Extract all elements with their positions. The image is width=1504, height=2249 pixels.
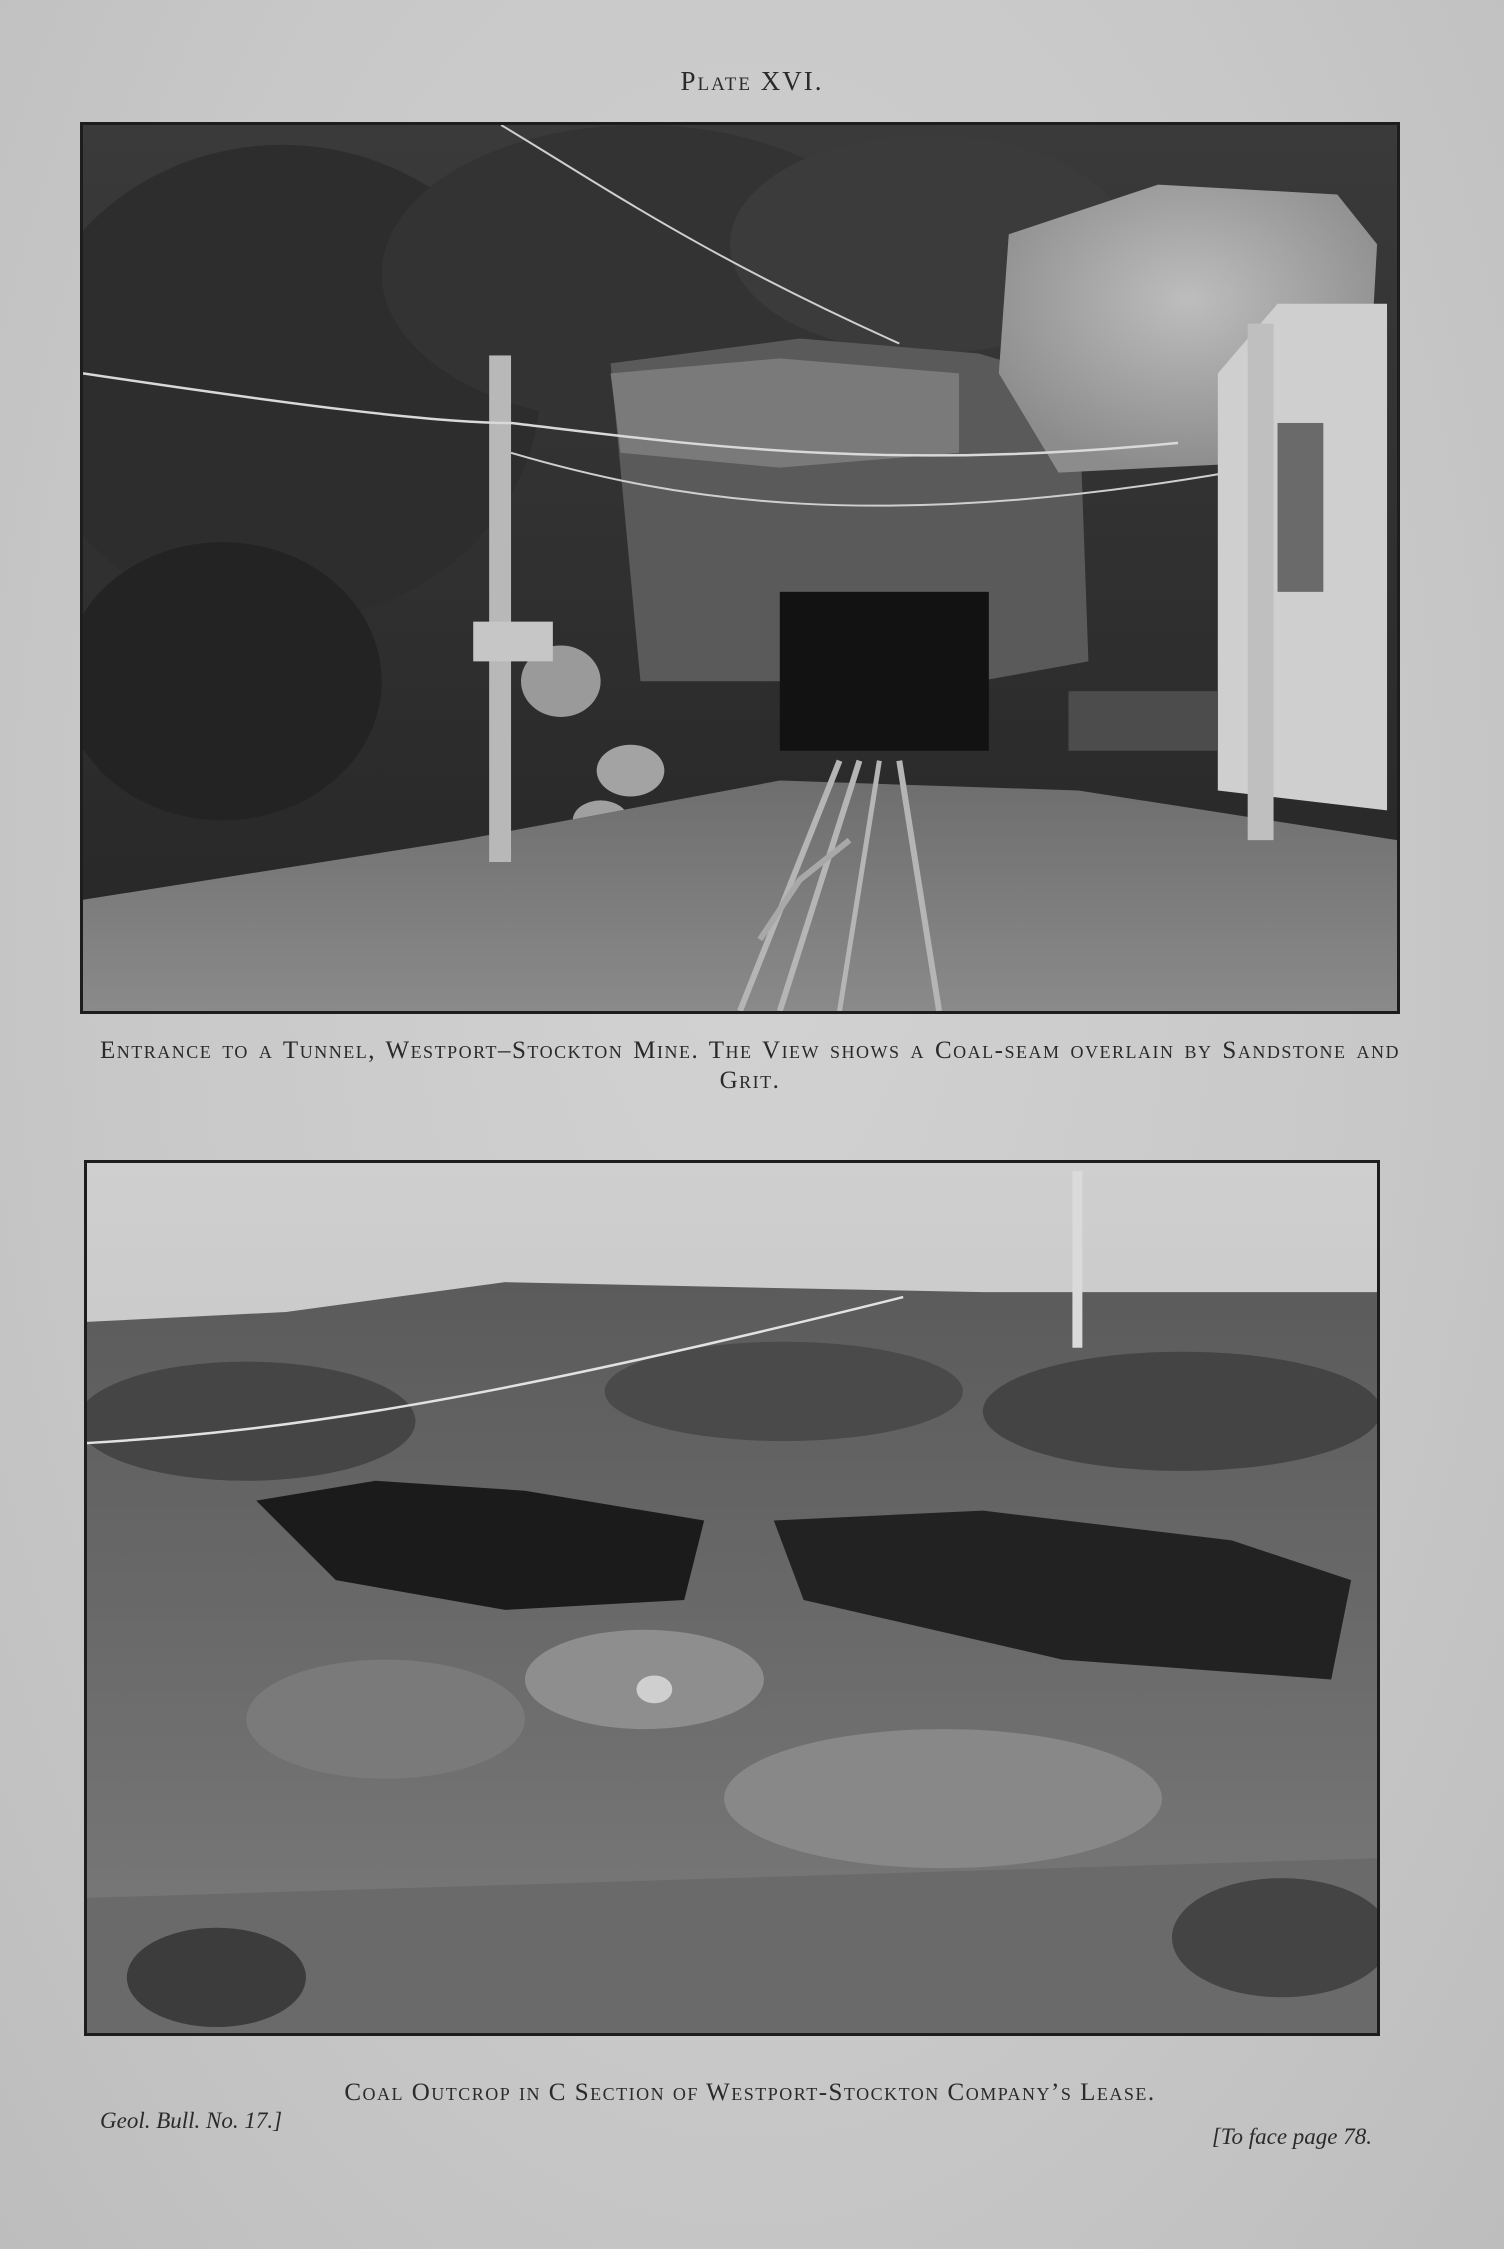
facing-page-note: [To face page 78.	[1211, 2124, 1372, 2149]
bulletin-reference: Geol. Bull. No. 17.]	[100, 2108, 283, 2133]
tunnel-entrance-caption: Entrance to a Tunnel, Westport–Stockton Mine. The View shows a Coal-seam overlain by Sandstone and Grit.	[100, 1037, 1400, 1094]
coal-outcrop-photo	[84, 1160, 1380, 2036]
coal-outcrop-image	[87, 1163, 1377, 2033]
coal-outcrop-caption: Coal Outcrop in C Section of Westport-Stockton Company’s Lease.	[344, 2079, 1156, 2106]
plate-title: Plate XVI.	[680, 66, 824, 96]
tunnel-entrance-photo	[80, 122, 1400, 1014]
tunnel-entrance-image	[83, 125, 1397, 1011]
